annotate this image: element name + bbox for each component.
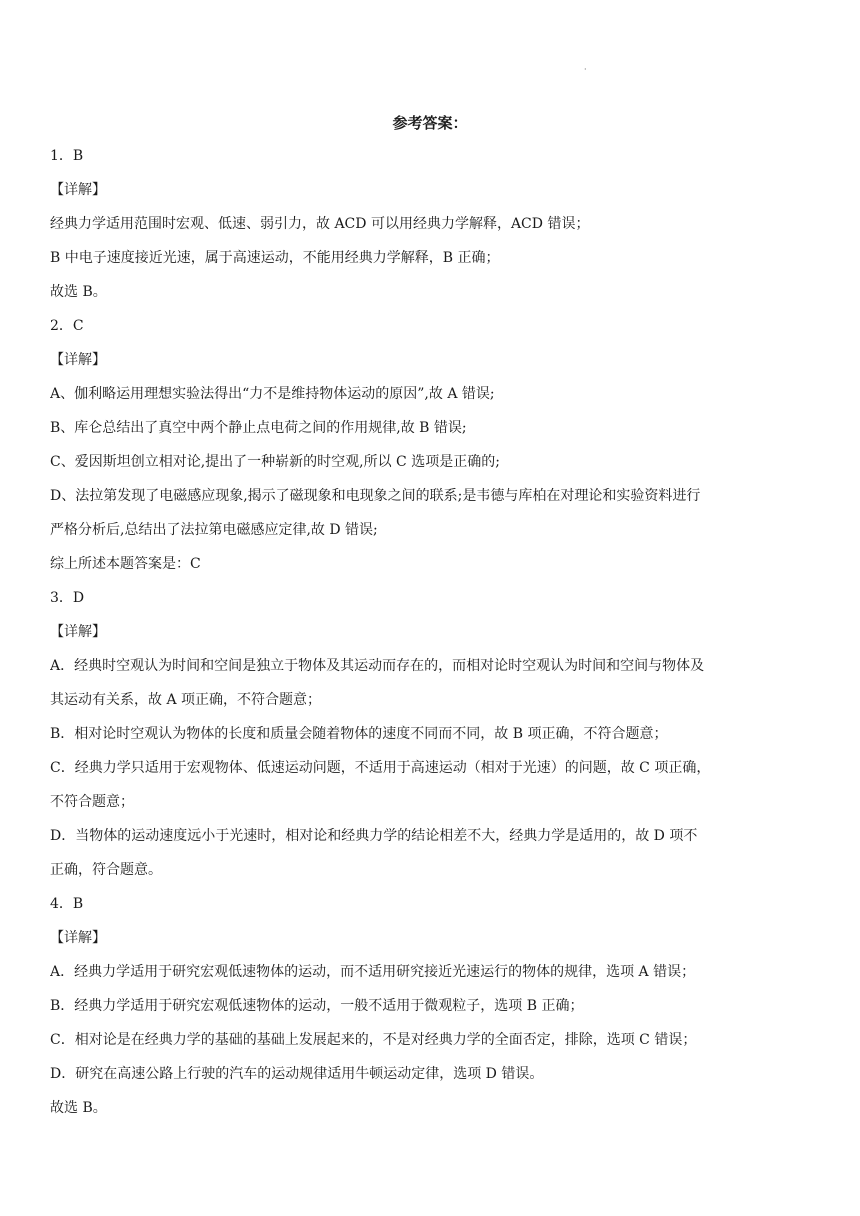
answer-3-detail-label: 【详解】	[50, 624, 106, 640]
answer-3-text-line: 其运动有关系，故 A 项正确，不符合题意；	[50, 692, 322, 708]
answer-3-heading: 3．D	[50, 590, 85, 606]
answer-4-text-line: B．经典力学适用于研究宏观低速物体的运动，一般不适用于微观粒子，选项 B 正确；	[50, 998, 584, 1014]
answer-1-heading: 1．B	[50, 148, 84, 164]
answer-4-text-line: D．研究在高速公路上行驶的汽车的运动规律适用牛顿运动定律，选项 D 错误。	[50, 1066, 544, 1082]
answer-2-text-line: 严格分析后,总结出了法拉第电磁感应定律,故 D 错误;	[50, 522, 378, 538]
answer-2-text-line: B、库仑总结出了真空中两个静止点电荷之间的作用规律,故 B 错误;	[50, 420, 467, 436]
answer-2-text-line: D、法拉第发现了电磁感应现象,揭示了磁现象和电现象之间的联系;是韦德与库柏在对理论和实验资料进行	[50, 488, 701, 504]
answer-4-conclusion: 故选 B。	[50, 1100, 107, 1116]
answer-1-conclusion: 故选 B。	[50, 284, 107, 300]
answer-4-text-line: C．相对论是在经典力学的基础的基础上发展起来的，不是对经典力学的全面否定，排除，选项 C 错误；	[50, 1032, 697, 1048]
answer-2-text-line: A、伽利略运用理想实验法得出“力不是维持物体运动的原因”,故 A 错误;	[50, 386, 495, 402]
answer-3-text-line: D．当物体的运动速度远小于光速时，相对论和经典力学的结论相差不大，经典力学是适用的，故 D 项不	[50, 828, 698, 844]
answer-2-detail-label: 【详解】	[50, 352, 106, 368]
answer-4-detail-label: 【详解】	[50, 930, 106, 946]
answer-4-heading: 4．B	[50, 896, 84, 912]
page-title: 参考答案：	[392, 114, 468, 132]
answer-2-heading: 2．C	[50, 318, 84, 334]
answer-3-text-line: B．相对论时空观认为物体的长度和质量会随着物体的速度不同而不同，故 B 项正确，不符合题意；	[50, 726, 668, 742]
answer-1-text-line: 经典力学适用范围时宏观、低速、弱引力，故 ACD 可以用经典力学解释，ACD 错误；	[50, 216, 590, 232]
answer-3-text-line: 不符合题意；	[50, 794, 134, 810]
answer-content	[50, 145, 812, 1131]
answer-3-text-line: C．经典力学只适用于宏观物体、低速运动问题，不适用于高速运动（相对于光速）的问题，故 C 项正确，	[50, 760, 711, 776]
answer-1-text-line: B 中电子速度接近光速，属于高速运动，不能用经典力学解释，B 正确；	[50, 250, 500, 266]
answer-2-text-line: C、爱因斯坦创立相对论,提出了一种崭新的时空观,所以 C 选项是正确的;	[50, 454, 500, 470]
answer-2-conclusion: 综上所述本题答案是：C	[50, 556, 201, 572]
answer-3-text-line: 正确，符合题意。	[50, 862, 162, 878]
corner-mark: ·	[584, 65, 587, 74]
answer-3-text-line: A．经典时空观认为时间和空间是独立于物体及其运动而存在的，而相对论时空观认为时间和空间与物体及	[50, 658, 705, 674]
answer-1-detail-label: 【详解】	[50, 182, 106, 198]
answer-4-text-line: A．经典力学适用于研究宏观低速物体的运动，而不适用研究接近光速运行的物体的规律，选项 A 错误；	[50, 964, 696, 980]
